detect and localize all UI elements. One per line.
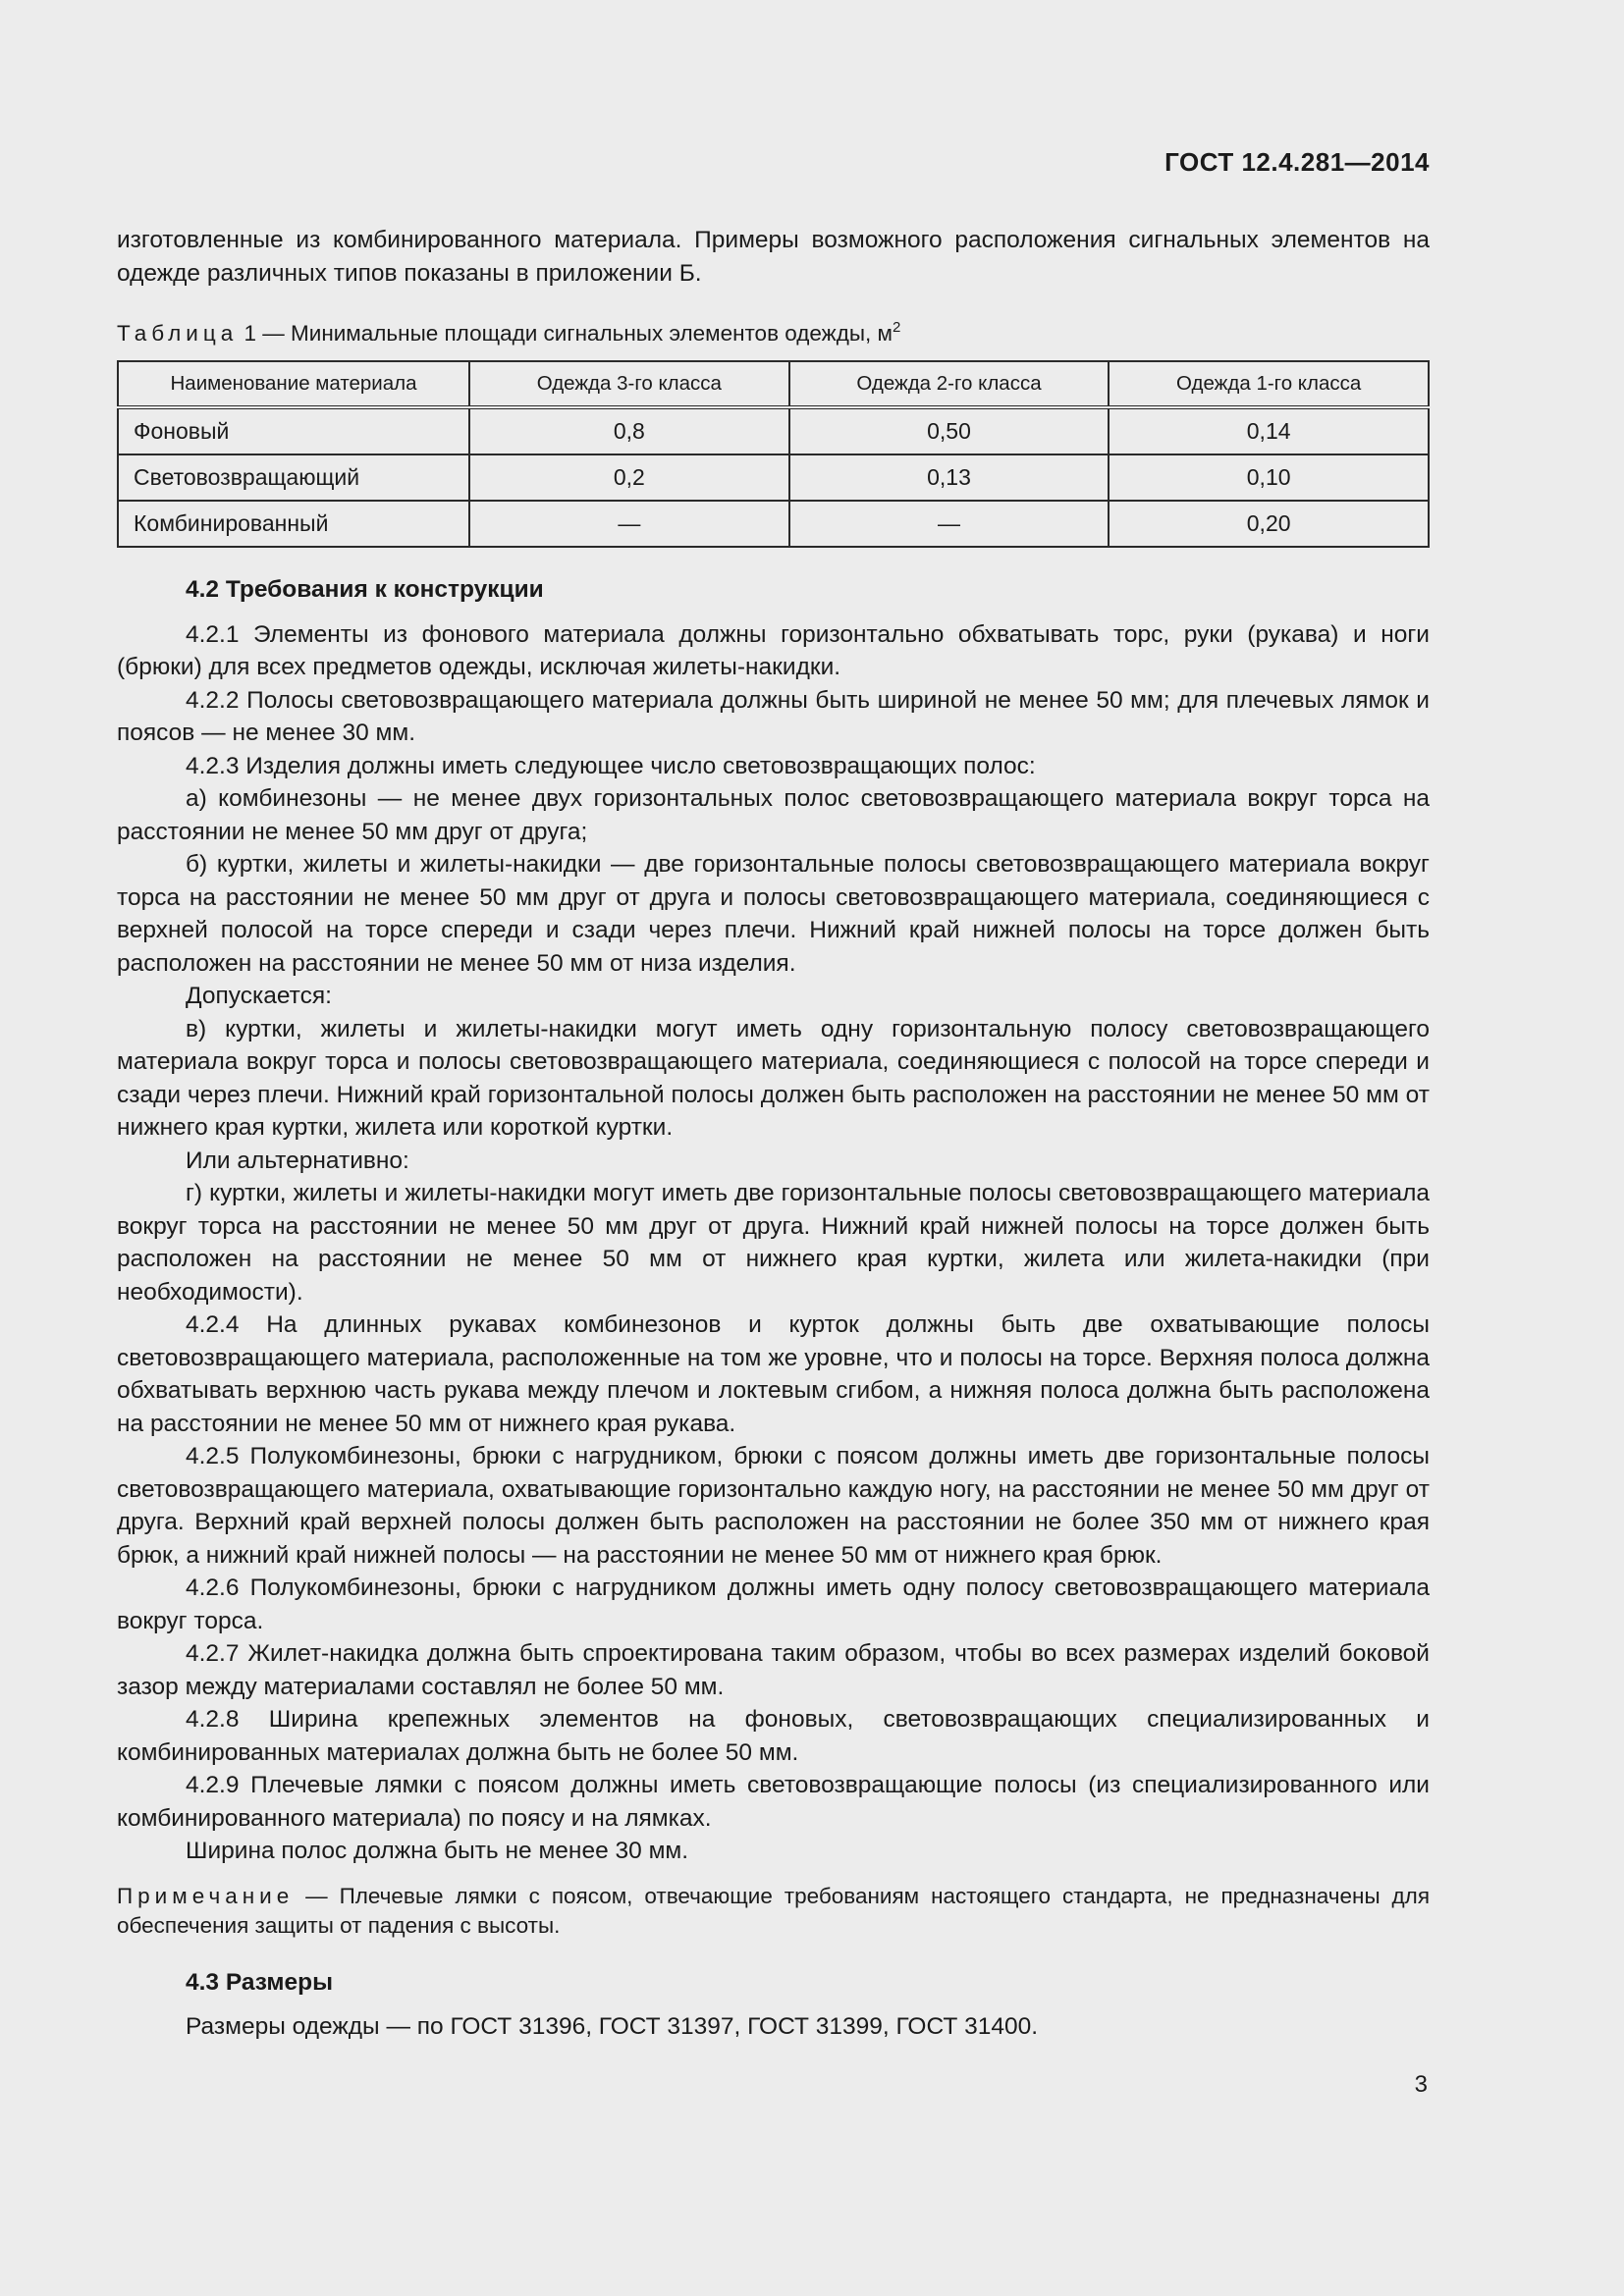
paragraph: Размеры одежды — по ГОСТ 31396, ГОСТ 31397, ГОСТ 31399, ГОСТ 31400.: [186, 2013, 1039, 2040]
table-cell: 0,20: [1109, 501, 1429, 547]
table-cell: 0,10: [1109, 454, 1429, 501]
note-text: — Плечевые лямки с поясом, отвечающие требованиям настоящего стандарта, не предназначены для обеспечения защиты от падения с высоты.: [117, 1883, 1430, 1938]
paragraph: 4.2.5 Полукомбинезоны, брюки с нагрудником, брюки с поясом должны иметь две горизонтальные полосы световозвращающего материала, охватывающие горизонтально каждую ногу, на расстоянии не менее 50 мм друг от друга. Верхний край верхней полосы должен быть расположен на расстоянии не более 350 мм от нижнего края брюк, а нижний край нижней полосы — на расстоянии не менее 50 мм от нижнего края брюк.: [117, 1443, 1430, 1569]
table-cell: 0,2: [469, 454, 789, 501]
table-caption-text: 1 — Минимальные площади сигнальных элементов одежды, м: [238, 321, 893, 346]
table-header-cell: Одежда 3-го класса: [469, 361, 789, 407]
table-caption: [117, 319, 1430, 348]
section-heading: 4.2 Требования к конструкции: [186, 576, 544, 603]
paragraph: 4.2.1 Элементы из фонового материала должны горизонтально обхватывать торс, руки (рукава) и ноги (брюки) для всех предметов одежды, исключая жилеты-накидки.: [117, 620, 1430, 680]
paragraph: 4.2.9 Плечевые лямки с поясом должны иметь световозвращающие полосы (из специализированного или комбинированного материала) по поясу и на лямках.: [117, 1772, 1430, 1832]
page-number: 3: [1414, 2071, 1428, 2098]
note: [117, 1882, 1430, 1941]
note-label: Примечание: [117, 1883, 295, 1908]
section-heading: 4.3 Размеры: [186, 1968, 334, 1996]
table-header-cell: Одежда 2-го класса: [789, 361, 1110, 407]
table-header-row: [118, 361, 1429, 407]
paragraph: 4.2.6 Полукомбинезоны, брюки с нагрудником должны иметь одну полосу световозвращающего материала вокруг торса.: [117, 1575, 1430, 1634]
table-cell: Комбинированный: [118, 501, 469, 547]
table-cell: —: [469, 501, 789, 547]
paragraph: 4.2.2 Полосы световозвращающего материала должны быть шириной не менее 50 мм; для плечевых лямок и поясов — не менее 30 мм.: [117, 686, 1430, 746]
paragraph: 4.2.3 Изделия должны иметь следующее число световозвращающих полос:: [186, 752, 1036, 779]
table-header-cell: Одежда 1-го класса: [1109, 361, 1429, 407]
paragraph: а) комбинезоны — не менее двух горизонтальных полос световозвращающего материала вокруг торса на расстоянии не менее 50 мм друг от друга;: [117, 785, 1430, 845]
paragraph: Или альтернативно:: [186, 1147, 409, 1174]
table-cell: 0,13: [789, 454, 1110, 501]
table-row: [118, 454, 1429, 501]
table-cell: —: [789, 501, 1110, 547]
table-row: [118, 501, 1429, 547]
table-cell: Световозвращающий: [118, 454, 469, 501]
table-caption-prefix: Таблица: [117, 321, 239, 346]
signal-elements-table: [117, 360, 1430, 548]
table-cell: Фоновый: [118, 407, 469, 454]
paragraph: Ширина полос должна быть не менее 30 мм.: [186, 1838, 689, 1864]
page-content: [117, 224, 1430, 2044]
paragraph: 4.2.8 Ширина крепежных элементов на фоновых, световозвращающих специализированных и комбинированных материалах должна быть не более 50 мм.: [117, 1706, 1430, 1766]
paragraph: г) куртки, жилеты и жилеты-накидки могут иметь две горизонтальные полосы световозвращающего материала вокруг торса на расстоянии не менее 50 мм друг от друга. Нижний край нижней полосы на торсе должен быть расположен на расстоянии не менее 50 мм от нижнего края куртки, жилета или жилета-накидки (при необходимости).: [117, 1180, 1430, 1306]
table-row: [118, 407, 1429, 454]
paragraph: б) куртки, жилеты и жилеты-накидки — две горизонтальные полосы световозвращающего материала вокруг торса на расстоянии не менее 50 мм друг от друга и полосы световозвращающего материала, соединяющиеся с верхней полосой на торсе спереди и сзади через плечи. Нижний край нижней полосы на торсе должен быть расположен на расстоянии не менее 50 мм от низа изделия.: [117, 851, 1430, 977]
paragraph: в) куртки, жилеты и жилеты-накидки могут иметь одну горизонтальную полосу световозвращающего материала вокруг торса и полосы световозвращающего материала, соединяющиеся с полосой на торсе спереди и сзади через плечи. Нижний край горизонтальной полосы должен быть расположен на расстоянии не менее 50 мм от нижнего края куртки, жилета или короткой куртки.: [117, 1015, 1430, 1141]
table-caption-sup: 2: [893, 319, 901, 336]
table-cell: 0,8: [469, 407, 789, 454]
paragraph: 4.2.7 Жилет-накидка должна быть спроектирована таким образом, чтобы во всех размерах изделий боковой зазор между материалами составлял не более 50 мм.: [117, 1640, 1430, 1700]
paragraph: 4.2.4 На длинных рукавах комбинезонов и курток должны быть две охватывающие полосы световозвращающего материала, расположенные на том же уровне, что и полосы на торсе. Верхняя полоса должна обхватывать верхнюю часть рукава между плечом и локтевым сгибом, а нижняя полоса должна быть расположена на расстоянии не менее 50 мм от нижнего края рукава.: [117, 1311, 1430, 1437]
table-cell: 0,14: [1109, 407, 1429, 454]
paragraph: Допускается:: [186, 983, 332, 1009]
table-header-cell: Наименование материала: [118, 361, 469, 407]
intro-paragraph: изготовленные из комбинированного материала. Примеры возможного расположения сигнальных элементов на одежде различных типов показаны в приложении Б.: [117, 227, 1430, 287]
table-cell: 0,50: [789, 407, 1110, 454]
standard-code: ГОСТ 12.4.281—2014: [1164, 147, 1430, 177]
